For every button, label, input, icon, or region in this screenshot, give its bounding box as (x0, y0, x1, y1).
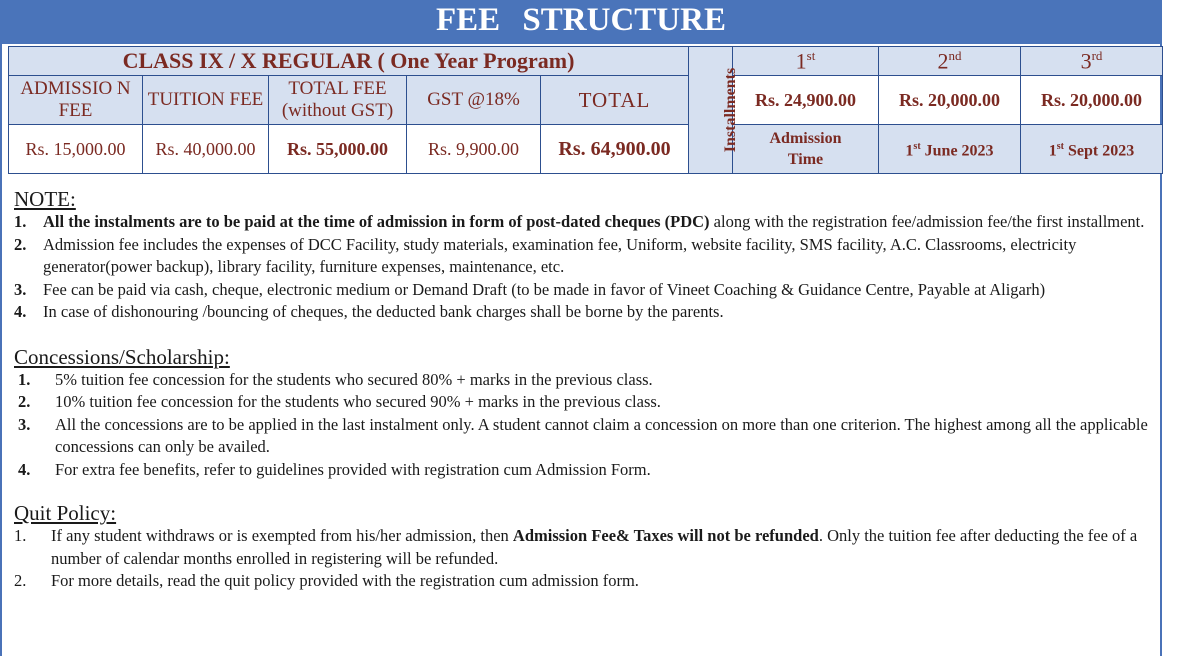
quit-policy-item-text-rest: . Only the tuition fee after deducting the fee of a number of calendar months enrolled in registering will be refunded. (51, 526, 1138, 568)
concession-item (14, 459, 1154, 482)
note-item (14, 211, 1154, 234)
installments-label-text: Installments (722, 67, 740, 153)
note-item (14, 301, 1154, 324)
installment-2-header (879, 47, 1021, 76)
concession-item (14, 391, 1154, 414)
note-title: NOTE: (14, 187, 76, 211)
note-item-text: along with the registration fee/admission fee/the first installment. (709, 212, 1145, 231)
gst-value: Rs. 9,900.00 (407, 125, 541, 174)
installment-2-date-num: 1 (905, 142, 914, 160)
note-item-number: 1. (14, 212, 27, 231)
concession-item-text: For extra fee benefits, refer to guidelines provided with registration cum Admission Form. (55, 459, 651, 479)
admission-fee-value: Rs. 15,000.00 (9, 125, 143, 174)
installment-3-header (1021, 47, 1163, 76)
installment-3-suffix: rd (1091, 47, 1103, 63)
note-item (14, 234, 1154, 279)
quit-policy-item-text: For more details, read the quit policy provided with the registration cum admission form. (51, 571, 639, 590)
installment-2-num: 2 (937, 48, 949, 74)
installment-2-date-rest: June 2023 (920, 142, 994, 160)
concession-item-number: 3. (18, 414, 31, 434)
quit-policy-item-text: If any student withdraws or is exempted from his/her admission, then (51, 526, 513, 545)
concession-item-number: 2. (18, 392, 31, 411)
note-item-number: 3. (14, 279, 27, 299)
installment-1-date (733, 125, 879, 174)
total-value: Rs. 64,900.00 (541, 125, 689, 174)
installment-1-header (733, 47, 879, 76)
installment-2-date (879, 125, 1021, 174)
quit-policy-item-number: 2. (14, 571, 27, 590)
page-title: FEE STRUCTURE (0, 0, 1162, 44)
total-fee-header: TOTAL FEE (without GST) (269, 76, 407, 125)
installment-1-num: 1 (795, 48, 807, 74)
admission-fee-header: ADMISSIO N FEE (9, 76, 143, 125)
installment-1-suffix: st (806, 47, 816, 63)
concession-item (14, 369, 1154, 392)
note-item-number: 2. (14, 234, 27, 254)
installment-3-date-rest: Sept 2023 (1064, 142, 1135, 160)
concession-item-text: 10% tuition fee concession for the students who secured 90% + marks in the previous class. (55, 392, 661, 411)
installment-3-date-suffix: st (1056, 141, 1064, 153)
installment-3-num: 3 (1080, 48, 1092, 74)
note-item-text: In case of dishonouring /bouncing of cheques, the deducted bank charges shall be borne by the parents. (43, 302, 724, 321)
note-item-text: Fee can be paid via cash, cheque, electronic medium or Demand Draft (to be made in favor of Vineet Coaching & Guidance Centre, Payable at Aligarh) (43, 279, 1046, 299)
fee-table (8, 46, 689, 174)
installment-2-date-suffix: st (913, 141, 921, 153)
concession-item-number: 1. (18, 369, 31, 389)
note-item-bold-text: All the instalments are to be paid at the time of admission in form of post-dated cheques (PDC) (43, 212, 710, 231)
quit-policy-title: Quit Policy: (14, 501, 117, 525)
note-item-text: Admission fee includes the expenses of DCC Facility, study materials, examination fee, Uniform, website facility, SMS facility, A.C. Classrooms, electricity generator(power backup), library facility, furniture expenses, maintenance, etc. (43, 234, 1077, 276)
total-fee-value: Rs. 55,000.00 (269, 125, 407, 174)
installments-label (689, 47, 740, 174)
total-header: TOTAL (541, 76, 689, 125)
tuition-fee-value: Rs. 40,000.00 (143, 125, 269, 174)
gst-header: GST @18% (407, 76, 541, 125)
note-item-number: 4. (14, 302, 27, 321)
installment-3-amount: Rs. 20,000.00 (1021, 76, 1163, 125)
quit-policy-item (14, 525, 1154, 570)
quit-policy-item (14, 570, 1154, 593)
installment-1-amount: Rs. 24,900.00 (733, 76, 879, 125)
note-item (14, 279, 1154, 302)
installment-2-suffix: nd (948, 47, 962, 63)
concessions-title: Concessions/Scholarship: (14, 344, 230, 369)
quit-policy-list (14, 525, 1154, 593)
tuition-fee-header: TUITION FEE (143, 76, 269, 125)
concession-item-text: All the concessions are to be applied in the last instalment only. A student cannot claim a concession on more than one criterion. The highest among all the applicable concessions can only be availed. (55, 414, 1148, 456)
quit-policy-item-number: 1. (14, 526, 27, 545)
note-list (14, 211, 1154, 324)
installment-1-date-text: Admission Time (769, 130, 842, 168)
concession-item (14, 414, 1154, 459)
concession-item-text: 5% tuition fee concession for the students who secured 80% + marks in the previous class. (55, 369, 653, 389)
installment-3-date (1021, 125, 1163, 174)
program-title: CLASS IX / X REGULAR ( One Year Program) (9, 47, 689, 76)
installments-table (688, 46, 1163, 174)
quit-policy-item-bold-text: Admission Fee& Taxes will not be refunded (512, 526, 819, 545)
installment-2-amount: Rs. 20,000.00 (879, 76, 1021, 125)
concessions-list (14, 369, 1154, 482)
notes-section (14, 187, 1154, 593)
concession-item-number: 4. (18, 459, 31, 479)
installment-3-date-num: 1 (1048, 142, 1057, 160)
